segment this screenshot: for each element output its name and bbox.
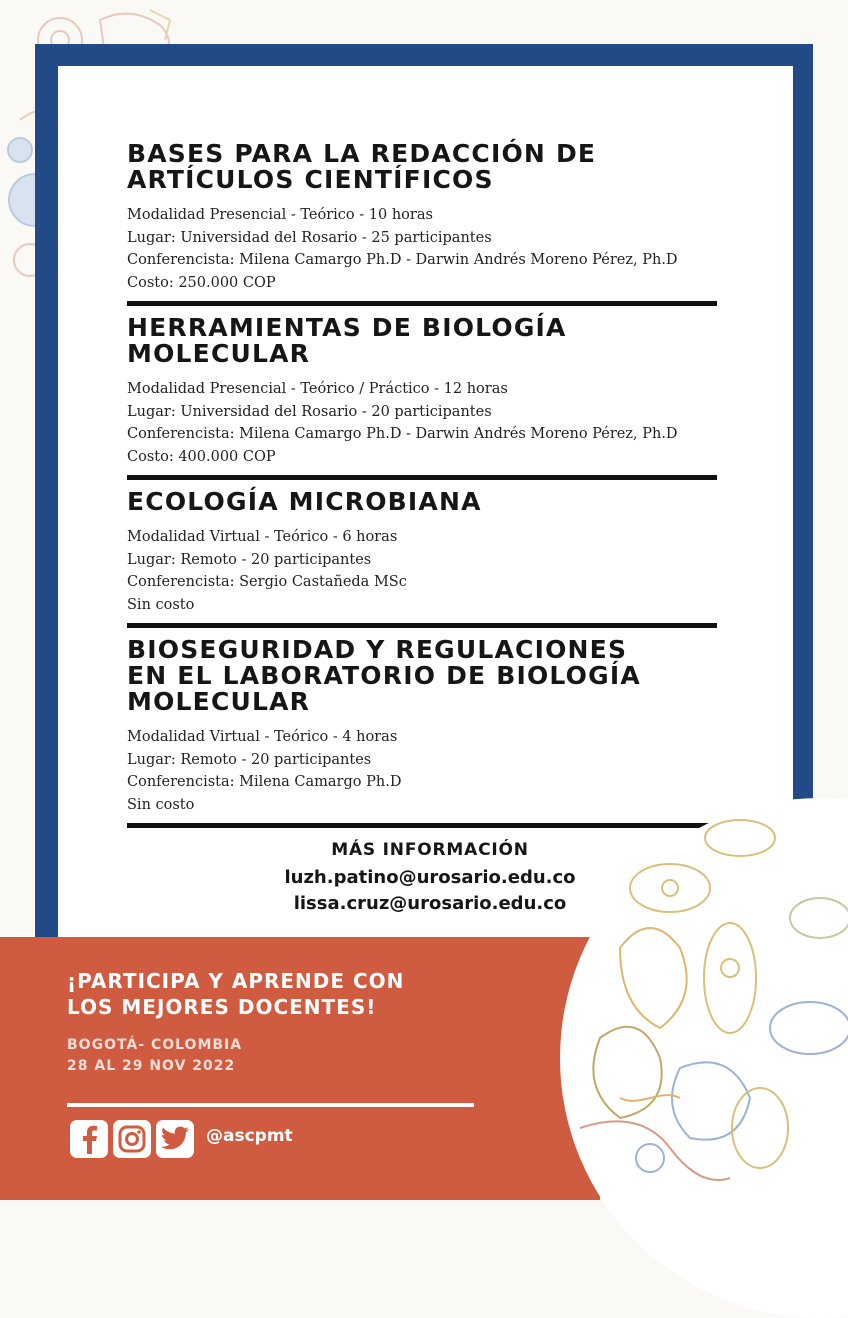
course-cost: Sin costo — [127, 796, 195, 813]
course-modality: Modalidad Virtual - Teórico - 6 horas — [127, 529, 398, 545]
course-details — [127, 526, 727, 616]
contact-email[interactable]: luzh.patino@urosario.edu.co — [284, 867, 576, 888]
course-speaker: Conferencista: Milena Camargo Ph.D - Darwin Andrés Moreno Pérez, Ph.D — [127, 426, 678, 442]
divider — [127, 301, 717, 306]
event-location-dates — [67, 1035, 242, 1077]
call-to-action: ¡PARTICIPA Y APRENDE CON LOS MEJORES DOCENTES! — [67, 969, 405, 1019]
course-speaker: Conferencista: Milena Camargo Ph.D — [127, 774, 402, 790]
course-item — [127, 637, 727, 816]
social-icons — [70, 1120, 194, 1158]
contact-info — [190, 840, 670, 917]
course-title: ECOLOGÍA MICROBIANA — [127, 487, 482, 516]
course-modality: Modalidad Virtual - Teórico - 4 horas — [127, 729, 398, 745]
course-details — [127, 726, 727, 816]
contact-title: MÁS INFORMACIÓN — [331, 840, 529, 860]
course-cost: Costo: 400.000 COP — [127, 448, 276, 465]
contact-email[interactable]: lissa.cruz@urosario.edu.co — [293, 893, 567, 914]
social-handle[interactable]: @ascpmt — [206, 1126, 293, 1146]
course-details — [127, 378, 727, 468]
course-cost: Sin costo — [127, 596, 195, 613]
course-title: BASES PARA LA REDACCIÓN DE ARTÍCULOS CIENTÍFICOS — [127, 139, 597, 194]
course-cost: Costo: 250.000 COP — [127, 274, 276, 291]
course-location: Lugar: Remoto - 20 participantes — [127, 551, 372, 568]
course-title: HERRAMIENTAS DE BIOLOGÍA MOLECULAR — [127, 313, 567, 368]
course-speaker: Conferencista: Sergio Castañeda MSc — [127, 574, 407, 590]
course-modality: Modalidad Presencial - Teórico / Práctico - 12 horas — [127, 381, 508, 397]
course-location: Lugar: Universidad del Rosario - 20 participantes — [127, 403, 492, 420]
course-item — [127, 141, 727, 294]
course-details — [127, 204, 727, 294]
divider — [127, 623, 717, 628]
divider — [127, 475, 717, 480]
facebook-icon[interactable] — [70, 1120, 108, 1158]
course-location: Lugar: Universidad del Rosario - 25 participantes — [127, 229, 492, 246]
course-item — [127, 315, 727, 468]
divider — [127, 823, 717, 828]
twitter-icon[interactable] — [156, 1120, 194, 1158]
event-dates: 28 AL 29 NOV 2022 — [67, 1058, 236, 1074]
course-location: Lugar: Remoto - 20 participantes — [127, 751, 372, 768]
course-list — [127, 141, 727, 837]
footer-divider — [67, 1103, 474, 1107]
event-location: BOGOTÁ- COLOMBIA — [67, 1037, 243, 1053]
course-item — [127, 489, 727, 616]
course-title: BIOSEGURIDAD Y REGULACIONES EN EL LABORATORIO DE BIOLOGÍA MOLECULAR — [127, 635, 641, 716]
course-modality: Modalidad Presencial - Teórico - 10 horas — [127, 207, 433, 223]
instagram-icon[interactable] — [113, 1120, 151, 1158]
course-speaker: Conferencista: Milena Camargo Ph.D - Darwin Andrés Moreno Pérez, Ph.D — [127, 252, 678, 268]
